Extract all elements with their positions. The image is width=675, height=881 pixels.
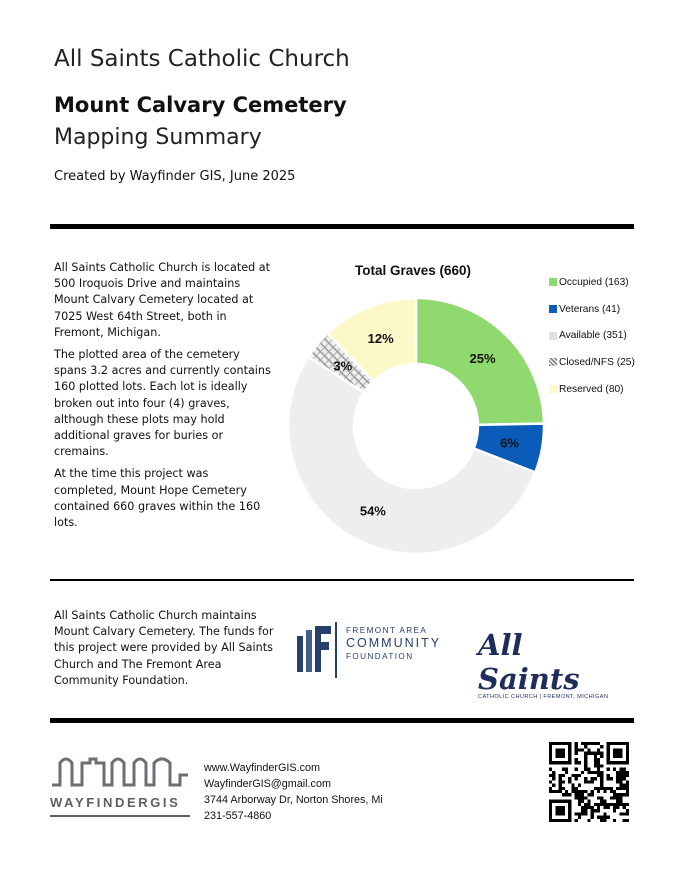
middle-divider [50,579,634,581]
chart-legend [549,269,635,402]
all-saints-wordmark: All Saints [478,628,580,696]
fac-line-1: FREMONT AREA [346,626,428,635]
legend-label: Occupied (163) [559,276,629,288]
legend-swatch [549,278,557,286]
donut-percent-label: 3% [333,358,353,374]
website-link[interactable]: www.WayfinderGIS.com [204,762,320,774]
chart-title: Total Graves (660) [355,263,472,278]
funding-text: All Saints Catholic Church maintains Mount Calvary Cemetery. The funds for this project were provided by All Saints Church and The Fremont Area Community Foundation. [54,609,274,687]
legend-item [549,269,635,296]
legend-item [549,322,635,349]
wayfinder-underline [50,815,190,817]
fac-line-3: FOUNDATION [346,652,414,661]
donut-percent-label: 12% [367,330,394,346]
legend-label: Reserved (80) [559,383,624,395]
intro-text [54,260,274,537]
all-saints-tagline: CATHOLIC CHURCH | FREMONT, MICHIGAN [478,694,609,700]
legend-item [549,349,635,376]
legend-label: Available (351) [559,330,627,342]
legend-swatch [549,332,557,340]
document-subtitle: Mapping Summary [54,125,262,150]
legend-item [549,296,635,323]
contact-block [204,760,383,824]
fac-mark-icon [297,622,341,678]
mailing-address: 3744 Arborway Dr, Norton Shores, Mi [204,794,383,806]
wayfinder-wordmark: WAYFINDERGIS [50,795,181,810]
phone-number: 231-557-4860 [204,810,272,822]
donut-percent-label: 54% [359,503,386,519]
wayfinder-gis-logo [50,753,190,823]
organization-title: All Saints Catholic Church [54,46,350,72]
donut-percent-label: 6% [500,435,519,451]
legend-item [549,376,635,403]
fac-wordmark [346,624,441,663]
legend-label: Closed/NFS (25) [559,356,635,368]
qr-code-icon[interactable] [549,741,629,823]
intro-paragraph-1: All Saints Catholic Church is located at 500 Iroquois Drive and maintains Mount Calvary Cemetery located at 7025 West 64th Street, both in Fremont, Michigan. [54,261,271,339]
email-link[interactable]: WayfinderGIS@gmail.com [204,778,331,790]
graves-donut-chart [284,294,548,558]
legend-swatch [549,385,557,393]
donut-percent-label: 25% [469,351,496,367]
legend-swatch [549,305,557,313]
all-saints-logo [478,628,623,700]
bottom-divider [50,718,634,723]
fac-line-2: COMMUNITY [346,636,442,650]
created-by-line: Created by Wayfinder GIS, June 2025 [54,169,296,184]
intro-paragraph-2: The plotted area of the cemetery spans 3.2 acres and currently contains 160 plotted lots. Each lot is ideally broken out into four (4) graves, although these plots may hold additional graves for buries or cremains. [54,348,271,459]
intro-paragraph-3: At the time this project was completed, Mount Hope Cemetery contained 660 graves within the 160 lots. [54,467,261,530]
wayfinder-skyline-icon [50,753,190,793]
legend-label: Veterans (41) [559,303,621,315]
cemetery-title: Mount Calvary Cemetery [54,93,347,117]
legend-swatch [549,358,557,366]
fremont-area-community-foundation-logo [297,622,467,682]
top-divider [50,224,634,229]
